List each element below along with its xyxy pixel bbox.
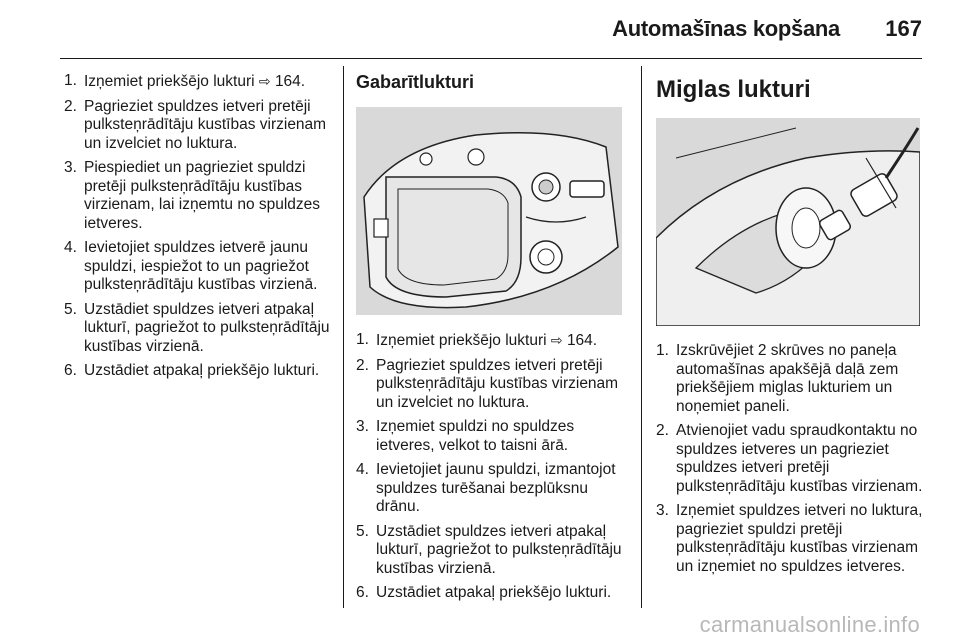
step-item: [356, 357, 634, 413]
step-number: 5.: [64, 300, 77, 318]
watermark-text: carmanualsonline.info: [699, 612, 920, 637]
step-item: [356, 584, 634, 603]
step-number: 1.: [656, 342, 669, 359]
step-number: 6.: [356, 584, 369, 601]
step-text: Uzstādiet spuldzes ietveri atpakaļ lukturī, pagriežot to pulksteņrādītāju kustības virzienā.: [376, 522, 622, 577]
column-divider-1: [343, 66, 344, 608]
step-item: [656, 502, 924, 576]
step-item: [356, 418, 634, 455]
step-item: [656, 342, 924, 416]
step-item: [356, 461, 634, 517]
fog-lamp-drawing: [656, 118, 920, 326]
side-light-illustration: [356, 107, 622, 315]
step-text: Ievietojiet jaunu spuldzi, izmantojot spuldzes turēšanai bezplūksnu drānu.: [376, 461, 616, 515]
header-divider: [60, 58, 922, 59]
step-text: Izņemiet spuldzi no spuldzes ietveres, velkot to taisni ārā.: [376, 418, 575, 454]
page-number: 167: [885, 16, 922, 41]
step-number: 2.: [656, 422, 669, 439]
step-item: [64, 159, 332, 233]
headlamp-housing-drawing: [356, 107, 622, 315]
section-heading: Miglas lukturi: [656, 76, 811, 103]
page-reference-link[interactable]: 164.: [566, 332, 598, 349]
step-list: [356, 331, 634, 603]
page-reference-arrow-icon: ⇨: [258, 73, 271, 89]
step-text: Atvienojiet vadu spraudkontaktu no spuldzes ietveres un pagrieziet spuldzes ietveri pretēji pulksteņrādītāju kustības virzienam.: [676, 422, 923, 495]
step-item: [356, 331, 634, 351]
step-number: 2.: [64, 97, 77, 115]
step-text: Ievietojiet spuldzes ietverē jaunu spuldzi, iespiežot to un pagriežot pulksteņrādītāju kustības virzienā.: [84, 239, 318, 293]
step-item: [64, 72, 332, 92]
step-number: 1.: [64, 72, 77, 89]
step-text: Pagrieziet spuldzes ietveri pretēji pulksteņrādītāju kustības virzienam un izvelciet no luktura.: [376, 356, 619, 411]
step-number: 4.: [356, 461, 369, 478]
step-text: Piespiediet un pagrieziet spuldzi pretēji pulksteņrādītāju kustības virzienam, lai izņemtu no spuldzes ietveres.: [84, 159, 321, 232]
column-divider-2: [641, 66, 642, 608]
column-side-lights: [356, 72, 634, 609]
step-item: [64, 239, 332, 295]
step-text: Izņemiet priekšējo lukturi: [376, 332, 547, 349]
step-number: 3.: [356, 418, 369, 435]
step-item: [64, 301, 332, 357]
step-item: [356, 523, 634, 579]
step-text: Uzstādiet spuldzes ietveri atpakaļ lukturī, pagriežot to pulksteņrādītāju kustības virzienā.: [84, 300, 330, 355]
step-number: 6.: [64, 362, 77, 379]
step-item: [64, 98, 332, 154]
step-text: Pagrieziet spuldzes ietveri pretēji pulksteņrādītāju kustības virzienam un izvelciet no luktura.: [84, 97, 327, 152]
column-fog-lights: [656, 72, 924, 582]
step-number: 3.: [656, 502, 669, 519]
step-number: 1.: [356, 331, 369, 348]
step-number: 3.: [64, 159, 77, 176]
step-list: [64, 72, 332, 381]
step-text: Uzstādiet atpakaļ priekšējo lukturi.: [84, 362, 320, 379]
chapter-title: Automašīnas kopšana: [612, 16, 840, 41]
step-item: [64, 362, 332, 381]
step-number: 4.: [64, 239, 77, 256]
step-item: [656, 422, 924, 496]
step-text: Izskrūvējiet 2 skrūves no paneļa automašīnas apakšējā daļā zem priekšējiem miglas lukturiem un noņemiet paneli.: [676, 342, 899, 415]
step-text: Izņemiet spuldzes ietveri no luktura, pagrieziet spuldzi pretēji pulksteņrādītāju kustības virzienam un izņemiet no spuldzes ietveres.: [676, 502, 923, 575]
step-text: Uzstādiet atpakaļ priekšējo lukturi.: [376, 584, 612, 601]
column-headlight-steps: [64, 72, 332, 387]
step-list: [656, 342, 924, 576]
page-reference-arrow-icon: ⇨: [550, 332, 563, 348]
step-number: 2.: [356, 356, 369, 374]
section-heading: Gabarītlukturi: [356, 72, 475, 92]
page-reference-link[interactable]: 164.: [274, 73, 306, 90]
step-text: Izņemiet priekšējo lukturi: [84, 73, 255, 90]
step-number: 5.: [356, 522, 369, 540]
fog-light-illustration: [656, 118, 920, 326]
